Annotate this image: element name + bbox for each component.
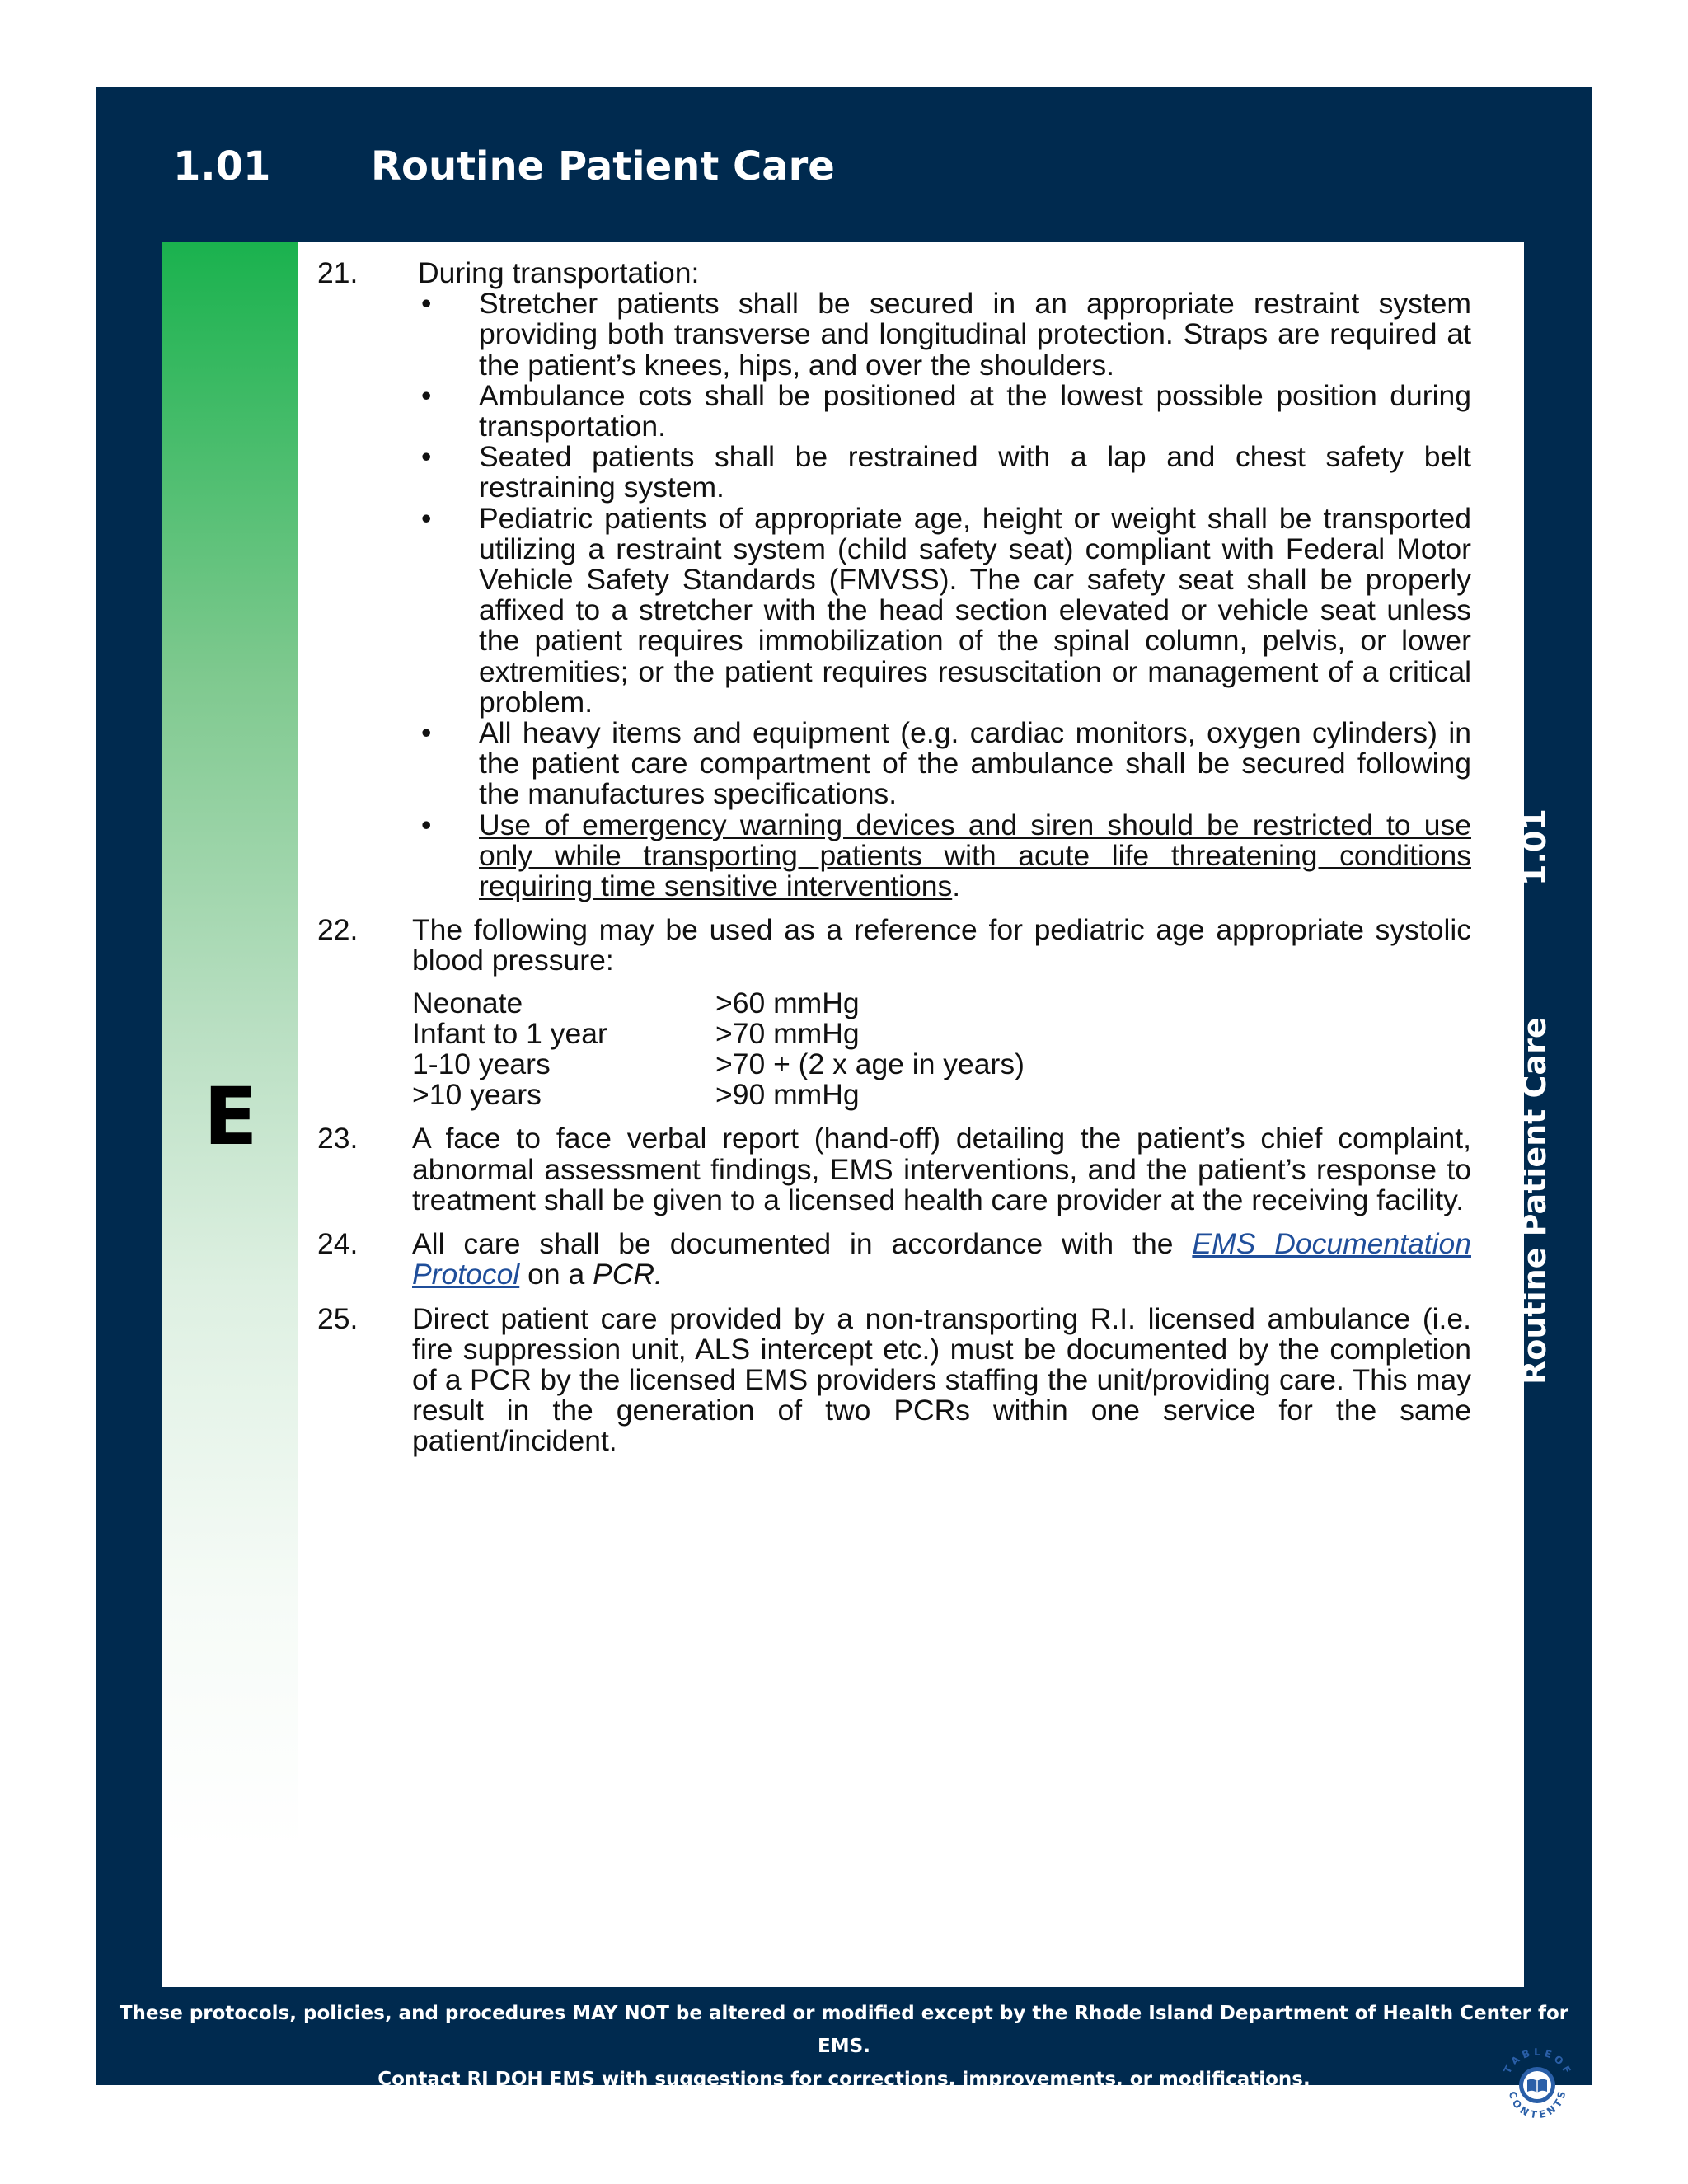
bullet-icon: • <box>421 440 432 474</box>
footer-notice <box>96 1997 1592 2096</box>
svg-text:T A B L E O F: T A B L E O F <box>1501 2046 1573 2076</box>
protocol-content <box>317 258 1471 1470</box>
footer-line-2: Contact RI DOH EMS with suggestions for corrections, improvements, or modifications. <box>377 2069 1311 2090</box>
item-number: 21. <box>317 256 359 289</box>
item-text: A face to face verbal report (hand-off) detailing the patient’s chief complaint, abnormal assessment findings, EMS interventions, and the patient’s response to treatment shall be given to a licensed health care provider at the receiving facility. <box>412 1122 1471 1216</box>
side-tab-title: Routine Patient Care <box>1517 1017 1553 1385</box>
table-row: >10 years >90 mmHg <box>412 1078 860 1112</box>
item-number: 23. <box>317 1122 359 1155</box>
table-row: Neonate >60 mmHg <box>412 986 860 1019</box>
list-item: • All heavy items and equipment (e.g. cardiac monitors, oxygen cylinders) in the patient care compartment of the ambulance shall be secured following the manufactures specifications. <box>421 716 1471 811</box>
bullet-list <box>317 288 1471 902</box>
bullet-icon: • <box>421 287 432 321</box>
item-24 <box>317 1229 1471 1290</box>
item-text: All care shall be documented in accordance with the EMS Documentation Protocol on a PCR. <box>412 1227 1471 1291</box>
list-item: • Pediatric patients of appropriate age, height or weight shall be transported utilizing a restraint system (child safety seat) compliant with Federal Motor Vehicle Safety Standards (FMVSS). The car safety seat shall be properly affixed to a stretcher with the head section elevated or vehicle seat unless the patient requires immobilization of the spinal column, pelvis, or lower extremities; or the patient requires resuscitation or management of a critical problem. <box>421 501 1471 719</box>
bullet-icon: • <box>421 808 432 841</box>
svg-text:C O N T E N T S: C O N T E N T S <box>1506 2090 1568 2121</box>
item-23 <box>317 1123 1471 1216</box>
item-number: 25. <box>317 1301 359 1335</box>
table-row: Infant to 1 year >70 mmHg <box>412 1016 860 1050</box>
list-item: • Ambulance cots shall be positioned at the lowest possible position during transportation. <box>421 378 1471 443</box>
protocol-number: 1.01 <box>173 143 271 190</box>
item-25 <box>317 1301 1471 1458</box>
page-title: Routine Patient Care <box>371 143 835 190</box>
item-text: Direct patient care provided by a non-transporting R.I. licensed ambulance (i.e. fire suppression unit, ALS intercept etc.) must be documented by the completion of a PCR by the licensed EMS providers staffing the unit/providing care. This may result in the generation of two PCRs within one service for the same patient/incident. <box>412 1301 1471 1458</box>
bullet-icon: • <box>421 501 432 535</box>
bp-reference-table <box>412 988 1025 1111</box>
item-number: 24. <box>317 1227 359 1261</box>
bullet-icon: • <box>421 716 432 750</box>
item-lead: During transportation: <box>418 256 700 289</box>
footer-line-1: These protocols, policies, and procedures MAY NOT be altered or modified except by the Rhode Island Department of Health Center for EMS. <box>119 2003 1569 2057</box>
item-number: 22. <box>317 913 359 947</box>
table-row: 1-10 years >70 + (2 x age in years) <box>412 1047 1025 1081</box>
list-item: • Seated patients shall be restrained with a lap and chest safety belt restraining system. <box>421 440 1471 504</box>
item-text: The following may be used as a reference for pediatric age appropriate systolic blood pressure: <box>412 913 1471 977</box>
list-item-underlined: • Use of emergency warning devices and siren should be restricted to use only while transporting patients with acute life threatening conditions requiring time sensitive interventions. <box>421 808 1471 903</box>
bullet-icon: • <box>421 378 432 412</box>
ems-documentation-protocol-link[interactable]: EMS Documentation Protocol <box>412 1227 1471 1291</box>
item-21 <box>317 258 1471 902</box>
side-tab-number: 1.01 <box>1517 808 1553 886</box>
list-item: • Stretcher patients shall be secured in an appropriate restraint system providing both transverse and longitudinal protection. Straps are required at the patient’s knees, hips, and over the shoulders. <box>421 287 1471 382</box>
side-tab <box>1517 577 1566 1401</box>
item-22 <box>317 915 1471 1110</box>
section-letter: E <box>204 1071 258 1163</box>
